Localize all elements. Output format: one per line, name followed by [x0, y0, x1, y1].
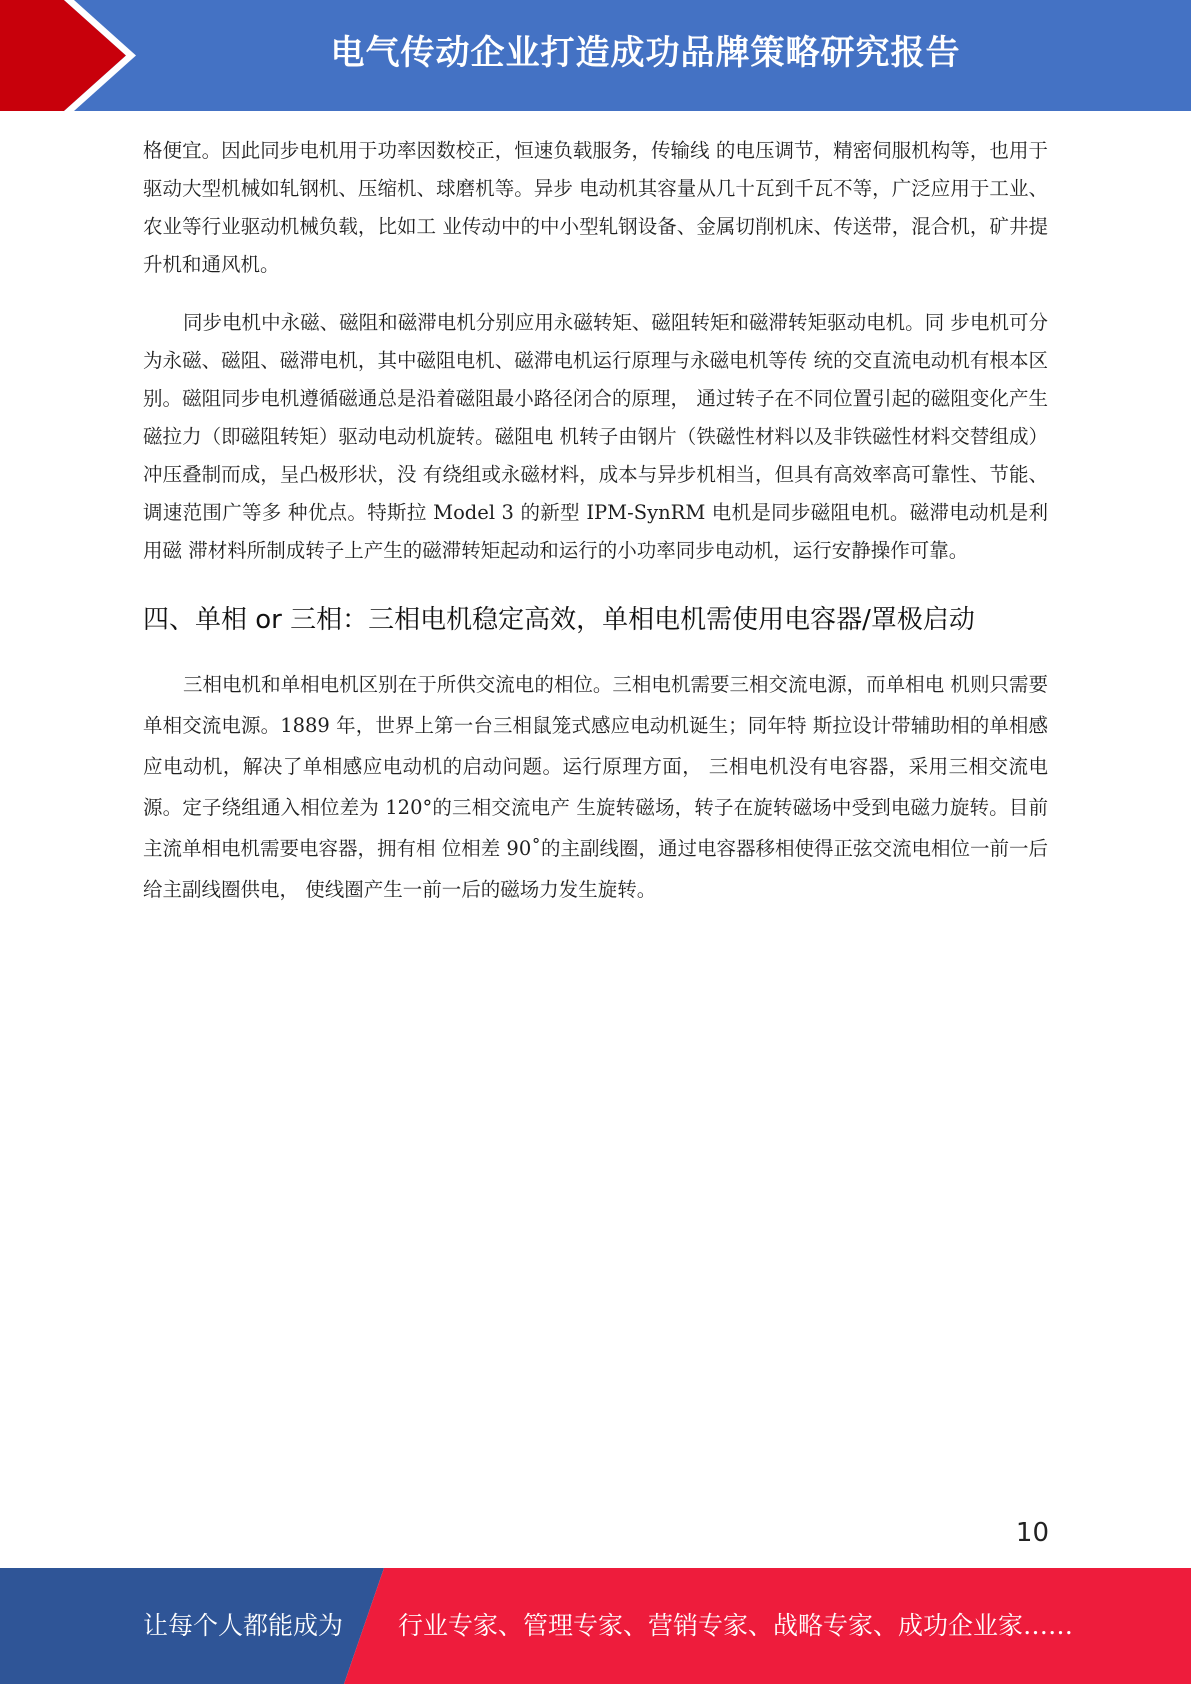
body-paragraph: 格便宜。因此同步电机用于功率因数校正，恒速负载服务，传输线 的电压调节，精密伺服机构等，也用于驱动大型机械如轧钢机、压缩机、球磨机等。异步 电动机其容量从几十瓦到千瓦不等，广泛应用于工业、农业等行业驱动机械负载，比如工 业传动中的中小型轧钢设备、金属切削机床、传送带，混合机，矿井提升机和通风机。 [143, 139, 1048, 276]
footer-slogan-left: 让每个人都能成为 [143, 1611, 344, 1640]
footer-slogan-right: 行业专家、管理专家、营销专家、战略专家、成功企业家…… [398, 1611, 1074, 1640]
page-footer [0, 1568, 1191, 1684]
body-paragraph: 同步电机中永磁、磁阻和磁滞电机分别应用永磁转矩、磁阻转矩和磁滞转矩驱动电机。同 步电机可分为永磁、磁阻、磁滞电机，其中磁阻电机、磁滞电机运行原理与永磁电机等传 统的交直流电动机有根本区别。磁阻同步电机遵循磁通总是沿着磁阻最小路径闭合的原理， 通过转子在不同位置引起的磁阻变化产生磁拉力（即磁阻转矩）驱动电动机旋转。磁阻电 机转子由钢片（铁磁性材料以及非铁磁性材料交替组成）冲压叠制而成，呈凸极形状，没 有绕组或永磁材料，成本与异步机相当，但具有高效率高可靠性、节能、调速范围广等多 种优点。特斯拉 Model 3 的新型 IPM-SynRM 电机是同步磁阻电机。磁滞电动机是利用磁 滞材料所制成转子上产生的磁滞转矩起动和运行的小功率同步电动机，运行安静操作可靠。 [143, 311, 1048, 562]
body-paragraph: 三相电机和单相电机区别在于所供交流电的相位。三相电机需要三相交流电源，而单相电 机则只需要单相交流电源。1889 年，世界上第一台三相鼠笼式感应电动机诞生；同年特 斯拉设计带辅助相的单相感应电动机，解决了单相感应电动机的启动问题。运行原理方面， 三相电机没有电容器，采用三相交流电源。定子绕组通入相位差为 120°的三相交流电产 生旋转磁场，转子在旋转磁场中受到电磁力旋转。目前主流单相电机需要电容器，拥有相 位相差 90˚的主副线圈，通过电容器移相使得正弦交流电相位一前一后给主副线圈供电， 使线圈产生一前一后的磁场力发生旋转。 [143, 673, 1048, 901]
page-header [0, 0, 1191, 111]
document-title: 电气传动企业打造成功品牌策略研究报告 [330, 33, 961, 73]
document-body [143, 132, 1048, 910]
header-chevron-decoration [0, 0, 160, 111]
section-heading: 四、单相 or 三相：三相电机稳定高效，单相电机需使用电容器/罩极启动 [143, 605, 975, 635]
page-number: 10 [1015, 1518, 1049, 1548]
